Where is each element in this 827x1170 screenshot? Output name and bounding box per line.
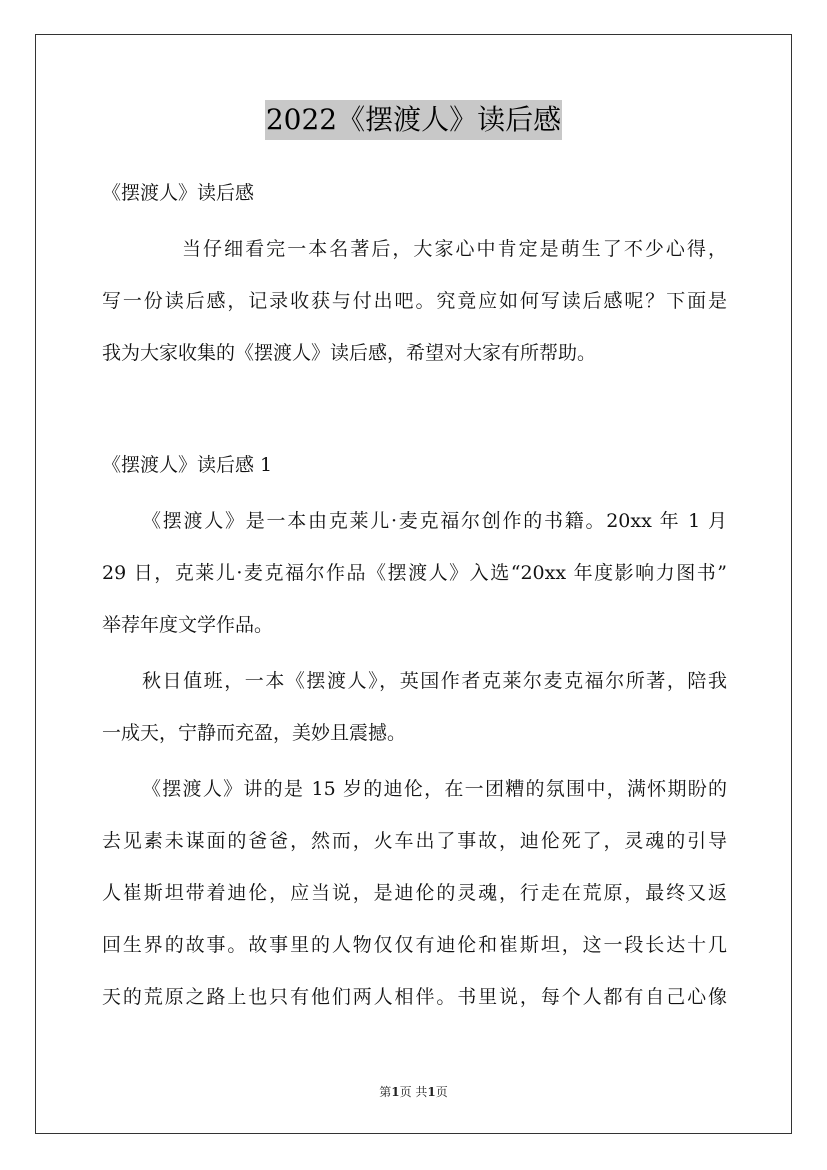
text-line: 天的荒原之路上也只有他们两人相伴。书里说，每个人都有自己心像 bbox=[102, 986, 727, 1008]
text-line: 回生界的故事。故事里的人物仅仅有迪伦和崔斯坦，这一段长达十几 bbox=[102, 934, 727, 956]
title-wrap bbox=[0, 100, 827, 140]
footer-page-suffix: 页 bbox=[435, 1085, 448, 1099]
text-line: 一成天，宁静而充盈，美妙且震撼。 bbox=[102, 722, 407, 744]
text-line: 我为大家收集的《摆渡人》读后感，希望对大家有所帮助。 bbox=[102, 342, 597, 364]
text-line: 去见素未谋面的爸爸，然而，火车出了事故，迪伦死了，灵魂的引导 bbox=[102, 830, 727, 852]
text-line: 《摆渡人》是一本由克莱儿·麦克福尔创作的书籍。20xx 年 1 月 bbox=[142, 510, 727, 532]
text-line: 人崔斯坦带着迪伦，应当说，是迪伦的灵魂，行走在荒原，最终又返 bbox=[102, 882, 727, 904]
page-footer bbox=[0, 1084, 827, 1100]
text-line: 《摆渡人》讲的是 15 岁的迪伦，在一团糟的氛围中，满怀期盼的 bbox=[142, 778, 727, 800]
footer-page-number: 1 bbox=[391, 1085, 400, 1099]
footer-page-total: 1 bbox=[427, 1085, 436, 1099]
section-heading: 《摆渡人》读后感 1 bbox=[102, 454, 273, 476]
text-line: 当仔细看完一本名著后，大家心中肯定是萌生了不少心得， bbox=[182, 238, 727, 260]
text-line: 举荐年度文学作品。 bbox=[102, 614, 274, 636]
footer-page-mid: 页 共 bbox=[399, 1085, 428, 1099]
text-line: 29 日，克莱儿·麦克福尔作品《摆渡人》入选“20xx 年度影响力图书” bbox=[102, 562, 727, 584]
footer-page-prefix: 第 bbox=[379, 1085, 392, 1099]
document-title: 2022《摆渡人》读后感 bbox=[265, 100, 562, 140]
text-line: 写一份读后感，记录收获与付出吧。究竟应如何写读后感呢？下面是 bbox=[102, 290, 727, 312]
section-heading: 《摆渡人》读后感 bbox=[102, 182, 255, 204]
text-line: 秋日值班，一本《摆渡人》，英国作者克莱尔麦克福尔所著，陪我 bbox=[142, 670, 727, 692]
